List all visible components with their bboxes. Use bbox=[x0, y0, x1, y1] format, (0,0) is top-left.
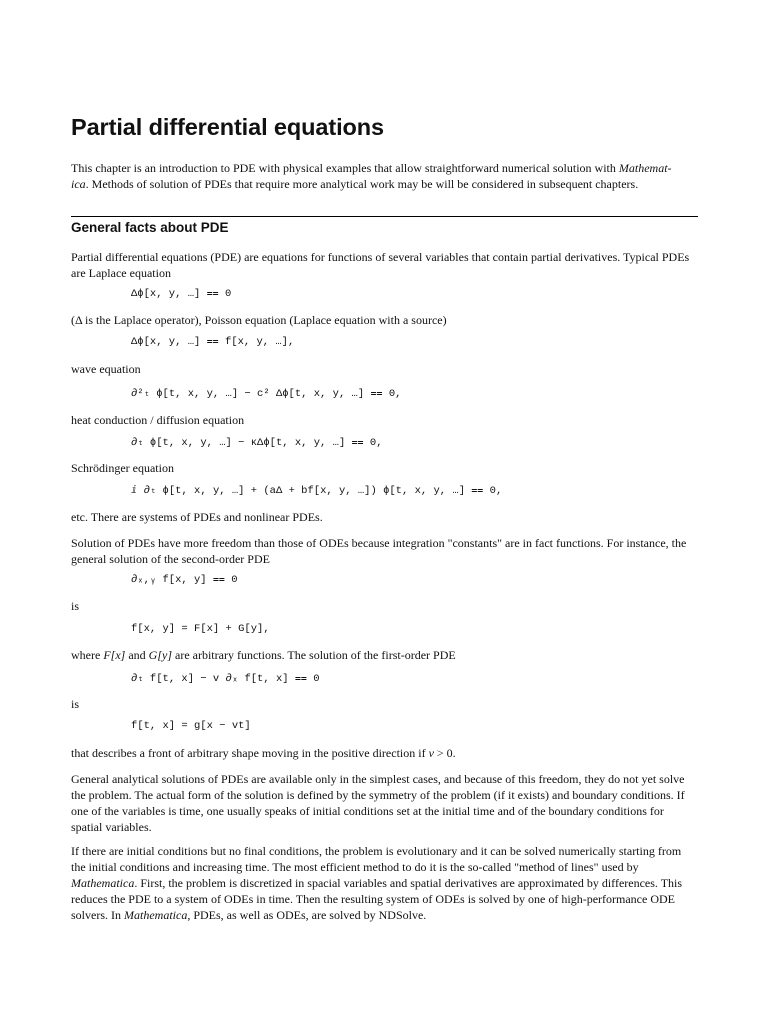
paragraph-text: are arbitrary functions. The solution of the first-order PDE bbox=[172, 648, 456, 662]
paragraph-text: where bbox=[71, 648, 104, 662]
equation-second-order: ∂ₓ,ᵧ f[x, y] ⩵ 0 bbox=[131, 574, 238, 586]
paragraph-arbitrary bbox=[71, 647, 698, 663]
paragraph-pde-intro bbox=[71, 249, 698, 281]
paragraph-text: Partial differential equations (PDE) are equations for functions of several variables that contain partial derivatives. Typical PDEs are Laplace equation bbox=[71, 250, 690, 280]
paragraph-text: etc. There are systems of PDEs and nonlinear PDEs. bbox=[71, 510, 323, 524]
paragraph-text: Schrödinger equation bbox=[71, 461, 174, 475]
intro-text-a: This chapter is an introduction to PDE with physical examples that allow straightforward numerical solution with bbox=[71, 161, 619, 175]
paragraph-text: General analytical solutions of PDEs are available only in the simplest cases, and because of this freedom, they do not yet solve the problem. The actual form of the solution is defined by the symmetry of the problem (if it exists) and boundary conditions. If one of the variables is time, one usually speaks of initial conditions set at the initial time and of the boundary conditions for spatial variables. bbox=[71, 772, 685, 834]
paragraph-front bbox=[71, 745, 698, 761]
paragraph-text: is bbox=[71, 599, 80, 613]
paragraph-schrodinger bbox=[71, 460, 698, 476]
paragraph-analytical bbox=[71, 771, 698, 835]
paragraph-text: is bbox=[71, 697, 80, 711]
paragraph-text: (Δ is the Laplace operator), Poisson equation (Laplace equation with a source) bbox=[71, 313, 447, 327]
paragraph-text: and bbox=[125, 648, 149, 662]
paragraph-freedom bbox=[71, 535, 698, 567]
paragraph-heat bbox=[71, 412, 698, 428]
equation-poisson: Δϕ[x, y, …] ⩵ f[x, y, …], bbox=[131, 336, 295, 348]
paragraph-text: wave equation bbox=[71, 362, 141, 376]
equation-first-order: ∂ₜ f[t, x] − v ∂ₓ f[t, x] ⩵ 0 bbox=[131, 673, 320, 685]
intro-paragraph bbox=[71, 160, 698, 192]
equation-heat: ∂ₜ ϕ[t, x, y, …] − κΔϕ[t, x, y, …] ⩵ 0, bbox=[131, 437, 383, 449]
section-divider bbox=[71, 216, 698, 217]
mathematica-italic: Mathematica bbox=[124, 908, 188, 922]
paragraph-text: that describes a front of arbitrary shape moving in the positive direction if bbox=[71, 746, 429, 760]
paragraph-text: > 0. bbox=[433, 746, 456, 760]
paragraph-text: , PDEs, as well as ODEs, are solved by NDSolve. bbox=[187, 908, 427, 922]
paragraph-text: If there are initial conditions but no final conditions, the problem is evolutionary and it can be solved numerically starting from the initial conditions and increasing time. The most efficient method to do it is the so-called "method of lines" used by bbox=[71, 844, 682, 874]
mathematica-italic: Mathematica bbox=[71, 876, 135, 890]
paragraph-systems bbox=[71, 509, 698, 525]
intro-text-b: . Methods of solution of PDEs that require more analytical work may be will be considered in subsequent chapters. bbox=[85, 177, 639, 191]
paragraph-is-2 bbox=[71, 696, 698, 712]
paragraph-method-of-lines bbox=[71, 843, 698, 923]
paragraph-text: Solution of PDEs have more freedom than those of ODEs because integration "constants" are in fact functions. For instance, the general solution of the second-order PDE bbox=[71, 536, 687, 566]
function-F: F[x] bbox=[103, 648, 126, 662]
paragraph-poisson bbox=[71, 312, 698, 328]
paragraph-is-1 bbox=[71, 598, 698, 614]
equation-general-solution: f[x, y] = F[x] + G[y], bbox=[131, 623, 270, 635]
paragraph-text: . First, the problem is discretized in spacial variables and spatial derivatives are approximated by differences. This reduces the PDE to a system of ODEs in time. Then the resulting system of ODEs is solved by one of high-performance ODE solvers. In bbox=[71, 876, 683, 922]
variable-v: v bbox=[428, 746, 434, 760]
equation-wave: ∂²ₜ ϕ[t, x, y, …] − c² Δϕ[t, x, y, …] ⩵ 0, bbox=[131, 388, 402, 400]
paragraph-wave bbox=[71, 361, 698, 377]
intro-mathematica-b: ica bbox=[71, 177, 86, 191]
intro-mathematica-a: Mathemat- bbox=[618, 161, 672, 175]
function-G: G[y] bbox=[148, 648, 172, 662]
equation-schrodinger: ⅈ ∂ₜ ϕ[t, x, y, …] + (aΔ + bf[x, y, …]) ϕ[t, x, y, …] ⩵ 0, bbox=[131, 485, 503, 497]
section-title: General facts about PDE bbox=[71, 220, 229, 235]
equation-laplace: Δϕ[x, y, …] ⩵ 0 bbox=[131, 288, 232, 300]
equation-front: f[t, x] = g[x − vt] bbox=[131, 720, 251, 732]
page-title: Partial differential equations bbox=[71, 114, 385, 140]
paragraph-text: heat conduction / diffusion equation bbox=[71, 413, 245, 427]
